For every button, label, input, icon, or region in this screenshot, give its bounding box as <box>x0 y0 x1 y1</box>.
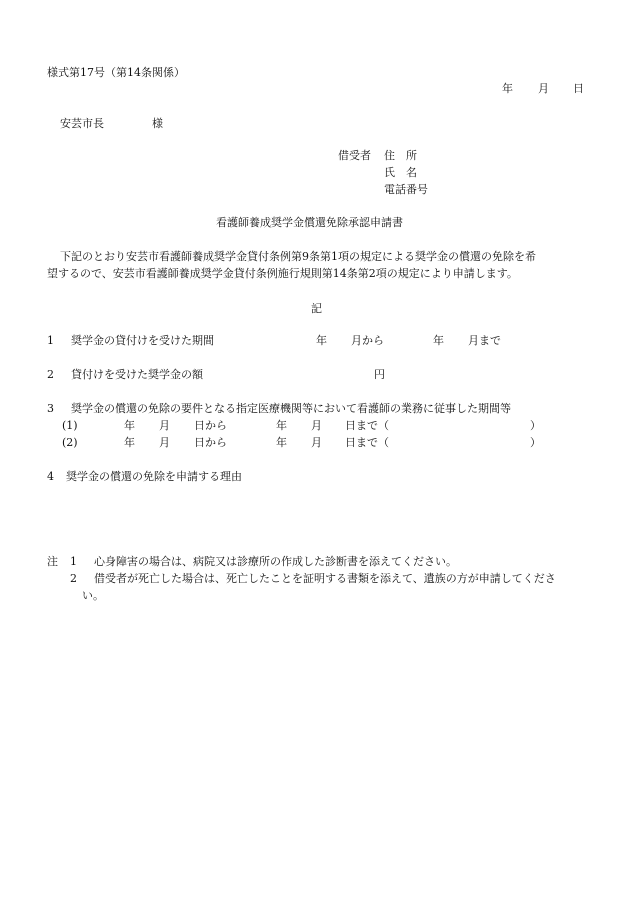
date-month: 月 <box>538 82 549 95</box>
applicant-role: 借受者 <box>338 149 371 162</box>
row-1-year-end: 年 <box>276 419 287 432</box>
item-1-year-start: 年 <box>316 334 327 347</box>
item-1-to: 月まで <box>468 334 501 347</box>
date-year: 年 <box>502 82 513 95</box>
applicant-address-label: 住 所 <box>384 149 417 162</box>
item-1-from: 月から <box>351 334 384 347</box>
row-1-from: 日から <box>194 419 227 432</box>
row-2-month-start: 月 <box>159 436 170 449</box>
intro-line-2: 望するので、安芸市看護師養成奨学金貸付条例施行規則第14条第2項の規定により申請します。 <box>47 267 518 280</box>
row-2-month-end: 月 <box>311 436 322 449</box>
row-2-year-start: 年 <box>124 436 135 449</box>
date-day: 日 <box>573 82 584 95</box>
applicant-name-label: 氏 名 <box>384 166 417 179</box>
item-4-label: 奨学金の償還の免除を申請する理由 <box>66 470 242 483</box>
ki-marker: 記 <box>311 302 322 315</box>
note-1-number: 1 <box>70 555 77 568</box>
row-2-to: 日まで（ <box>345 436 389 449</box>
item-3-label: 奨学金の償還の免除の要件となる指定医療機関等において看護師の業務に従事した期間等 <box>71 402 511 415</box>
note-1-text: 心身障害の場合は、病院又は診療所の作成した診断書を添えてください。 <box>94 555 457 568</box>
item-2-number: 2 <box>47 368 54 381</box>
applicant-phone-label: 電話番号 <box>384 183 428 196</box>
row-2-year-end: 年 <box>276 436 287 449</box>
item-4-number: 4 <box>47 470 54 483</box>
row-1-close-paren: ） <box>530 419 541 432</box>
row-1-year-start: 年 <box>124 419 135 432</box>
addressee-honorific: 様 <box>152 117 163 130</box>
row-2-from: 日から <box>194 436 227 449</box>
row-1-month-end: 月 <box>311 419 322 432</box>
row-1-to: 日まで（ <box>345 419 389 432</box>
item-1-year-end: 年 <box>433 334 444 347</box>
notes-prefix: 注 <box>47 555 58 568</box>
row-2-number: (2) <box>62 436 78 449</box>
note-2-number: 2 <box>70 572 77 585</box>
item-1-number: 1 <box>47 334 54 347</box>
document-title: 看護師養成奨学金償還免除承認申請書 <box>216 216 403 229</box>
row-1-number: (1) <box>62 419 78 432</box>
row-2-close-paren: ） <box>530 436 541 449</box>
intro-line-1: 下記のとおり安芸市看護師養成奨学金貸付条例第9条第1項の規定による奨学金の償還の免除を希 <box>60 250 536 263</box>
note-2-text-line-1: 借受者が死亡した場合は、死亡したことを証明する書類を添えて、遺族の方が申請してくださ <box>94 572 556 585</box>
item-2-unit: 円 <box>374 368 385 381</box>
item-3-number: 3 <box>47 402 54 415</box>
item-1-label: 奨学金の貸付けを受けた期間 <box>71 334 214 347</box>
note-2-text-line-2: い。 <box>82 589 104 602</box>
row-1-month-start: 月 <box>159 419 170 432</box>
addressee-name: 安芸市長 <box>60 117 104 130</box>
form-number: 様式第17号（第14条関係） <box>47 66 185 79</box>
item-2-label: 貸付けを受けた奨学金の額 <box>71 368 203 381</box>
